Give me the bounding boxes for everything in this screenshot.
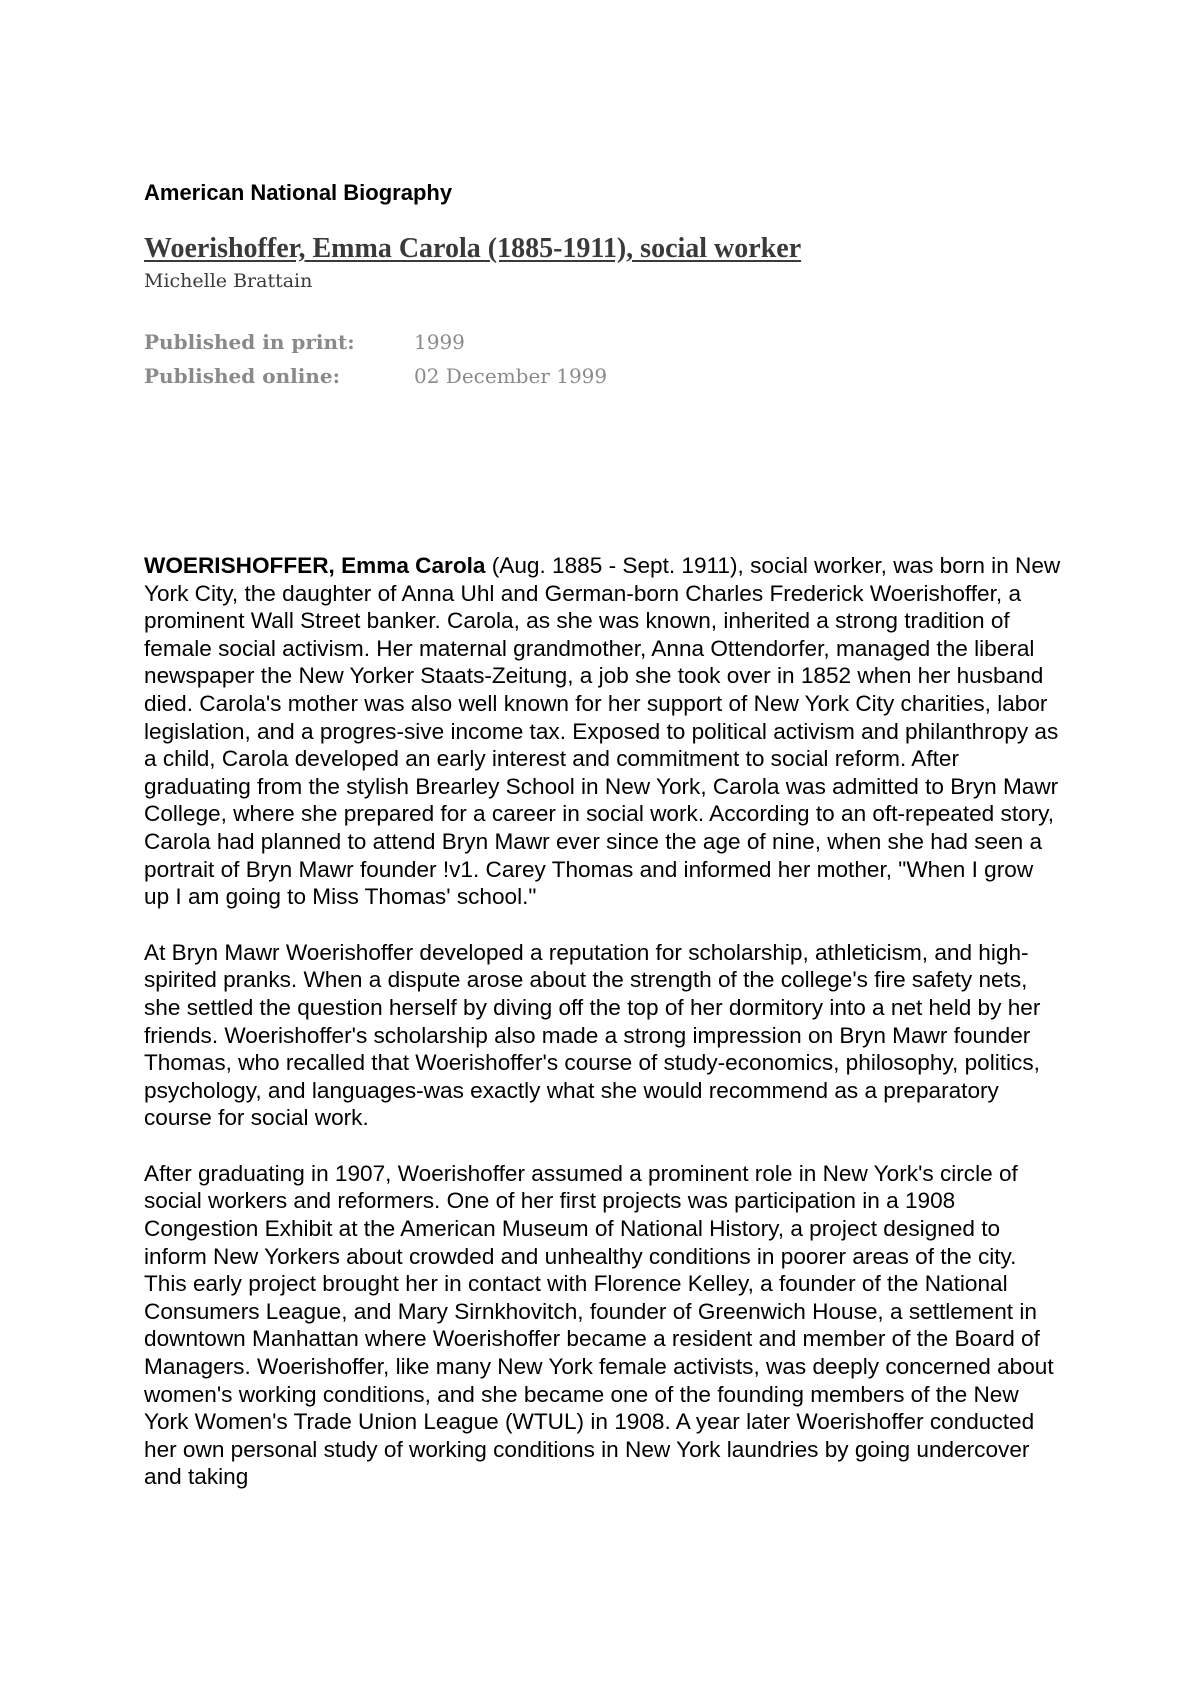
paragraph-1	[144, 552, 1064, 911]
paragraph-3: After graduating in 1907, Woerishoffer assumed a prominent role in New York's circle of social workers and reformers. One of her first projects was participation in a 1908 Congestion Exhibit at the American Museum of National History, a project designed to inform New Yorkers about crowded and unhealthy conditions in poorer areas of the city. This early project brought her in contact with Florence Kelley, a founder of the National Consumers League, and Mary Sirnkhovitch, founder of Greenwich House, a settlement in downtown Manhattan where Woerishoffer became a resident and member of the Board of Managers. Woerishoffer, like many New York female activists, was deeply concerned about women's working conditions, and she became one of the founding members of the New York Women's Trade Union League (WTUL) in 1908. A year later Woerishoffer conducted her own personal study of working conditions in New York laundries by going undercover and taking	[144, 1160, 1054, 1490]
published-print-row	[144, 325, 607, 359]
publication-info	[144, 325, 607, 393]
article-body	[144, 552, 1064, 1519]
published-online-label: Published online:	[144, 364, 340, 388]
paragraph-1-text: (Aug. 1885 - Sept. 1911), social worker, was born in New York City, the daughter of Anna Uhl and German-born Charles Frederick Woerishoffer, a prominent Wall Street banker. Carola, as she was known, inherited a strong tradition of female social activism. Her maternal grandmother, Anna Ottendorfer, managed the liberal newspaper the New Yorker Staats-Zeitung, a job she took over in 1852 when her husband died. Carola's mother was also well known for her support of New York City charities, labor legislation, and a progres-sive income tax. Exposed to political activism and philanthropy as a child, Carola developed an early interest and commitment to social reform. After graduating from the stylish Brearley School in New York, Carola was admitted to Bryn Mawr College, where she prepared for a career in social work. According to an oft-repeated story, Carola had planned to attend Bryn Mawr ever since the age of nine, when she had seen a portrait of Bryn Mawr founder !v1. Carey Thomas and informed her mother, "When I grow up I am going to Miss Thomas' school."	[144, 553, 1061, 910]
author-name: Michelle Brattain	[144, 270, 313, 292]
published-print-label: Published in print:	[144, 330, 355, 354]
published-online-value: 02 December 1999	[414, 364, 608, 388]
lead-name: WOERISHOFFER, Emma Carola	[144, 553, 486, 578]
paragraph-2: At Bryn Mawr Woerishoffer developed a reputation for scholarship, athleticism, and high-spirited pranks. When a dispute arose about the strength of the college's fire safety nets, she settled the question herself by diving off the top of her dormitory into a net held by her friends. Woerishoffer's scholarship also made a strong impression on Bryn Mawr founder Thomas, who recalled that Woerishoffer's course of study-economics, philosophy, politics, psychology, and languages-was exactly what she would recommend as a preparatory course for social work.	[144, 939, 1041, 1131]
published-print-value: 1999	[414, 330, 465, 354]
article-title-link[interactable]: Woerishoffer, Emma Carola (1885-1911), social worker	[144, 233, 802, 264]
published-online-row	[144, 359, 607, 393]
publisher-name: American National Biography	[144, 180, 453, 205]
